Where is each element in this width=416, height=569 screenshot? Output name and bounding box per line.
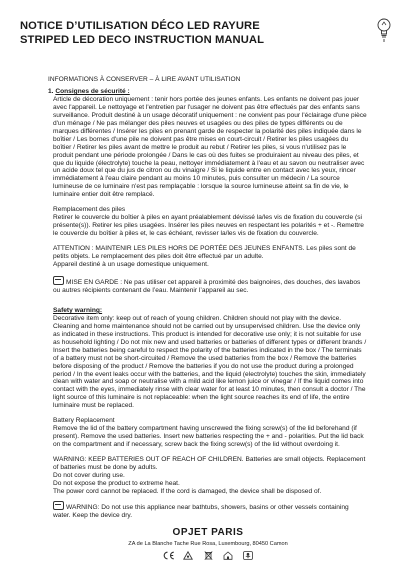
warning-icon [53,276,64,285]
battery-text-en: Remove the lid of the battery compartment having unscrewed the fixing screw(s) of the lid beforehand (if present). Remove the used batteries. Insert new batteries respecting the + and - polarities. Put the lid back on the compartment and if necessary, screw back the fixing screw(s) of the lid without overdoing it. [53,425,364,449]
warning-text-en: WARNING: KEEP BATTERIES OUT OF REACH OF CHILDREN. Batteries are small objects. Replacement of batteries must be done by adults. [53,456,366,472]
brand-name: OPJET PARIS [172,527,244,538]
ce-mark-icon [162,551,175,560]
battery-title-en: Battery Replacement [53,417,115,425]
title-fr: NOTICE D’UTILISATION DÉCO LED RAYURE [20,20,260,32]
water-warning-text-en: WARNING: Do not use this appliance near bathtubs, showers, basins or other vessels containing water. Keep the device dry. [53,503,349,519]
certification-marks [0,551,416,560]
bin-icon [202,551,215,560]
cord-text-en: The power cord cannot be replaced. If the cord is damaged, the device shall be disposed of. [53,487,322,495]
warning-icon [53,501,64,510]
brand-address: ZA de La Blanche Tache Rue Rosa, Luxembourg, 80450 Camon [128,541,288,547]
attention-text-fr: ATTENTION : MAINTENIR LES PILES HORS DE PORTÉE DES JEUNES ENFANTS. Les piles sont de petits objets. Le remplacement des piles doit être effectué par un adulte. [53,245,356,261]
section-title-fr: Consignes de sécurité : [55,87,130,95]
bulb-icon [376,17,392,43]
heat-text-en: Do not expose the product to extreme heat. [53,479,180,487]
title-en: STRIPED LED DECO INSTRUCTION MANUAL [20,33,265,46]
footer [0,527,416,560]
water-warning-fr [53,276,368,295]
section-number: 1. [48,87,54,95]
instructions-body [48,76,368,520]
battery-text-fr: Retirer le couvercle du boîtier à piles en ayant préalablement dévissé la/les vis de fixation du couvercle (si présente(s)). Retirer les piles usagées. Insérer les piles neuves en respectant les polarités + et -. Remettre le couvercle du boîtier à piles et, le cas échéant, revisser la/les vis de fixation du couvercle. [53,214,364,238]
indoor-text-fr: Appareil destiné à un usage domestique uniquement. [53,261,209,269]
indoor-icon [222,551,235,560]
safety-text-fr: Article de décoration uniquement : tenir hors portée des jeunes enfants. Les enfants ne doivent pas jouer avec l'appareil. Le nettoyage et l'entretien par l'usager ne doivent pas être effectués par des enfants sans surveillance. Produit destiné à un usage décoratif uniquement : ne convient pas pour l'éclairage d'une pièce d'un ménage / Ne pas mélanger des piles neuves et usagées ou des piles de types différents ou de marques différentes / Insérer les piles en prenant garde de respecter la polarité des piles indiquée dans le boîtier / Les bornes d'une pile ne doivent pas être mises en court-circuit / Retirer les piles usagées du boîtier / Retirer les piles avant de mettre le produit au rebut / Retirer les piles, si vous n'utilisez pas le produit pendant une période prolongée / Dans le cas où des fuites se produiraient au niveau des piles, et que du liquide (électrolyte) touche la peau, nettoyer immédiatement à l'eau et au savon ou neutraliser avec un acide doux tel que du jus de citron ou du vinaigre / Si le liquide entre en contact avec les yeux, rincer immédiatement à l'eau claire pendant au moins 10 minutes, puis consulter un médecin / La source lumineuse de ce luminaire n'est pas remplaçable : lorsque la source lumineuse atteint sa fin de vie, le luminaire entier doit être remplacé. [53,95,367,199]
header [20,20,396,47]
safety-text-en: Decorative item only: keep out of reach of young children. Children should not play with the device. Cleaning and home maintenance should not be carried out by unsupervised children. Use the device only as indicated in these instructions. This product is intended for decorative use only; it is not suitable for use as household lighting / Do not mix new and used batteries or batteries of different types or different brands / Insert the batteries being careful to respect the polarity of the batteries indicated in the box / The terminals of a battery must not be short-circuited / Remove the used batteries from the box / Remove the batteries before disposing of the product / Remove the batteries if you do not use the product during a prolonged period / In the event leaks occur with the batteries, and the liquid (electrolyte) touches the skin, immediately clean with water and soap or neutralise with a mild acid like lemon juice or vinegar / If the liquid comes into contact with the eyes, immediately rinse with clear water for at least 10 minutes, then consult a doctor / The light source of this luminaire is not replaceable: when the light source reaches its end of life, the entire luminaire must be replaced. [53,314,367,410]
intro-line: INFORMATIONS À CONSERVER – À LIRE AVANT UTILISATION [48,76,241,83]
battery-title-fr: Remplacement des piles [53,206,126,214]
water-warning-text-fr: MISE EN GARDE : Ne pas utiliser cet appareil à proximité des baignoires, des douches, des lavabos ou autres récipients contenant de l’eau. Maintenir l’appareil au sec. [53,278,361,294]
section-title-en: Safety warning: [53,306,103,314]
water-warning-en [53,501,368,520]
section-heading-fr [48,88,368,96]
cover-text-en: Do not cover during use. [53,471,125,479]
recycle-icon [182,551,195,560]
triman-icon [242,551,255,560]
